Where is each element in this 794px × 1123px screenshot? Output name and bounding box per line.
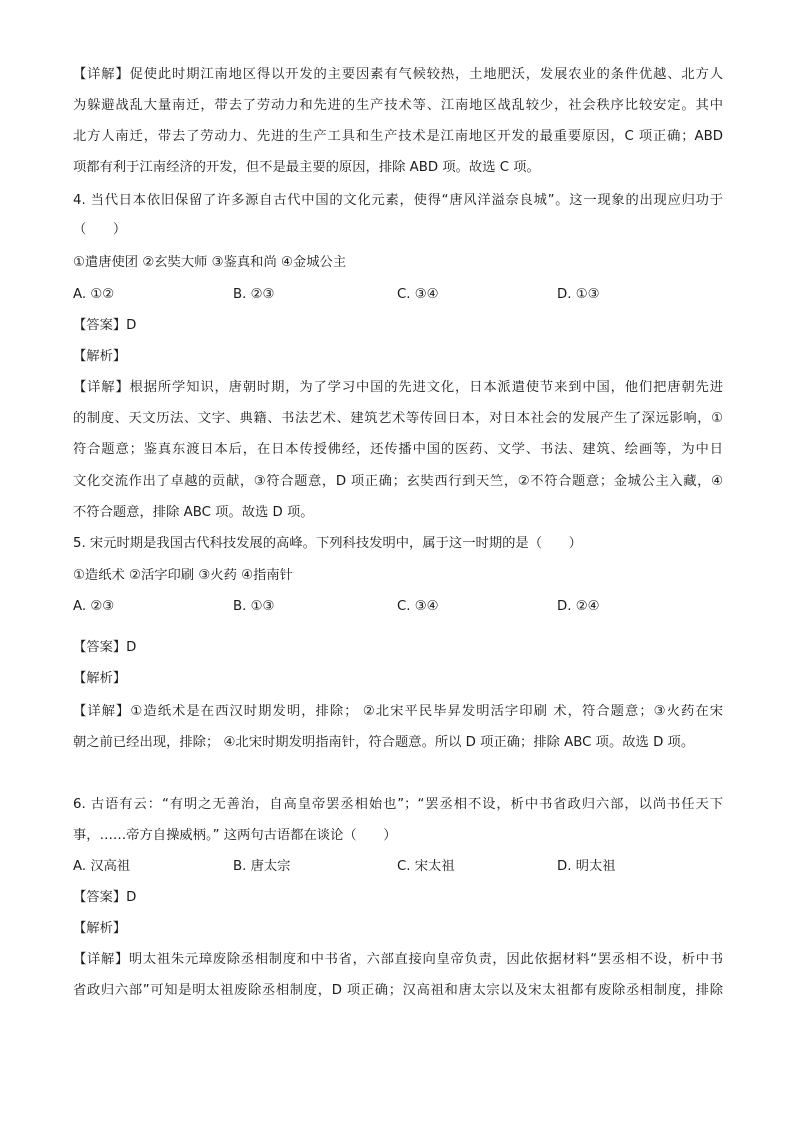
q3-detail-line: 项都有利于江南经济的开发，但不是最主要的原因，排除 ABD 项。故选 C 项。 [73, 160, 540, 175]
q6-stem: 6. 古语有云：“有明之无善治，自高皇帝罢丞相始也”；“罢丞相不设，析中书省政归六部，以尚书任天下 [73, 797, 723, 812]
q4-items: ①遣唐使团 ②玄奘大师 ③鉴真和尚 ④金城公主 [73, 255, 347, 270]
q4-option-b: B. ②③ [233, 287, 275, 302]
q5-analysis-label: 【解析】 [73, 671, 127, 686]
q4-detail-line: 【详解】根据所学知识，唐朝时期，为了学习中国的先进文化，日本派遣使节来到中国，他们把唐朝先进 [73, 380, 723, 395]
q6-option-a: A. 汉高祖 [73, 859, 131, 874]
q5-option-b: B. ①③ [233, 599, 275, 614]
q5-stem: 5. 宋元时期是我国古代科技发展的高峰。下列科技发明中，属于这一时期的是（ ） [73, 536, 582, 551]
q5-option-c: C. ③④ [397, 599, 439, 614]
q3-detail-line: 【详解】促使此时期江南地区得以开发的主要因素有气候较热，土地肥沃，发展农业的条件优越、北方人 [73, 67, 723, 82]
q6-answer: 【答案】D [73, 890, 137, 905]
q5-detail-line: 【详解】①造纸术是在西汉时期发明，排除； ②北宋平民毕昇发明活字印刷 术，符合题意；③火药在宋 [73, 704, 723, 719]
q4-stem: 4. 当代日本依旧保留了许多源自古代中国的文化元素，使得“唐风洋溢奈良城”。这一现象的出现应归功于 [73, 193, 723, 208]
q6-option-c: C. 宋太祖 [397, 859, 455, 874]
q3-detail-line: 为躲避战乱大量南迁，带去了劳动力和先进的生产技术等、江南地区战乱较少，社会秩序比较安定。其中 [73, 98, 723, 113]
q4-option-c: C. ③④ [397, 287, 439, 302]
q6-analysis-label: 【解析】 [73, 921, 127, 936]
q6-option-b: B. 唐太宗 [233, 859, 291, 874]
q5-option-d: D. ②④ [557, 599, 600, 614]
q5-items: ①造纸术 ②活字印刷 ③火药 ④指南针 [73, 568, 293, 583]
q5-detail-line: 朝之前已经出现，排除； ④北宋时期发明指南针，符合题意。所以 D 项正确；排除 ABC 项。故选 D 项。 [73, 735, 695, 750]
q6-stem: 事，……帝方自操威柄。” 这两句古语都在谈论（ ） [73, 828, 397, 843]
q5-answer: 【答案】D [73, 640, 137, 655]
q5-option-a: A. ②③ [73, 599, 115, 614]
q4-stem-blank: （ ） [73, 222, 127, 237]
q6-detail-line: 省政归六部”可知是明太祖废除丞相制度，D 项正确；汉高祖和唐太宗以及宋太祖都有废除丞相制度，排除 [73, 983, 723, 998]
q4-analysis-label: 【解析】 [73, 349, 127, 364]
q4-detail-line: 不符合题意，排除 ABC 项。故选 D 项。 [73, 505, 314, 520]
q4-option-d: D. ①③ [557, 287, 600, 302]
q4-detail-line: 的制度、天文历法、文字、典籍、书法艺术、建筑艺术等传回日本，对日本社会的发展产生了深远影响，① [73, 411, 723, 426]
q4-option-a: A. ①② [73, 287, 115, 302]
q4-answer: 【答案】D [73, 318, 137, 333]
q4-detail-line: 文化交流作出了卓越的贡献，③符合题意，D 项正确；玄奘西行到天竺，②不符合题意；金城公主入藏，④ [73, 474, 723, 489]
q6-detail-line: 【详解】明太祖朱元璋废除丞相制度和中书省，六部直接向皇帝负责，因此依据材料“罢丞相不设，析中书 [73, 952, 723, 967]
q3-detail-line: 北方人南迁，带去了劳动力、先进的生产工具和生产技术是江南地区开发的最重要原因，C 项正确；ABD [73, 129, 723, 144]
q6-option-d: D. 明太祖 [557, 859, 616, 874]
q4-detail-line: 符合题意；鉴真东渡日本后，在日本传授佛经，还传播中国的医药、文学、书法、建筑、绘画等，为中日 [73, 442, 723, 457]
